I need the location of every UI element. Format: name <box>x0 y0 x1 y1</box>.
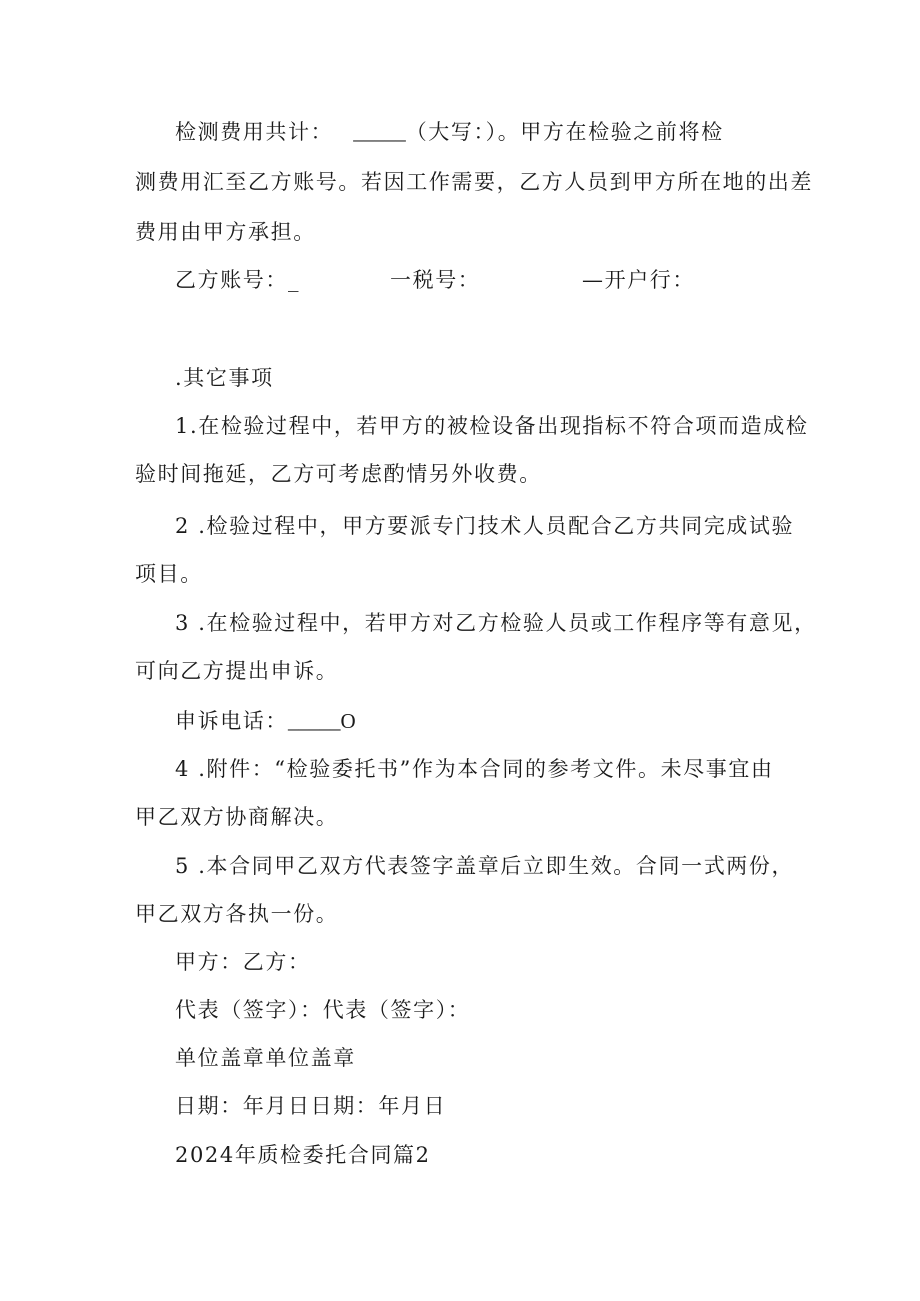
other-matters-heading: .其它事项 <box>175 366 274 390</box>
item-4-line-1: 4 .附件：“检验委托书”作为本合同的参考文件。未尽事宜由 <box>175 757 774 781</box>
item-5-line-1: 5 .本合同甲乙双方代表签字盖章后立即生效。合同一式两份， <box>175 854 795 878</box>
item-2-line-1: 2 .检验过程中，甲方要派专门技术人员配合乙方共同完成试验 <box>175 514 795 538</box>
bank-label: —开户行： <box>582 268 695 292</box>
fee-total-label: 检测费用共计： <box>175 120 334 144</box>
item-3-line-1: 3 .在检验过程中，若甲方对乙方检验人员或工作程序等有意见， <box>175 611 817 635</box>
tax-number-label: 一税号： <box>390 268 481 292</box>
item-1-line-2: 验时间拖延，乙方可考虑酌情另外收费。 <box>135 462 542 486</box>
account-label: 乙方账号：_ <box>175 268 301 292</box>
fee-line-1-rest: （大写：）。甲方在检验之前将检 <box>405 120 724 144</box>
signature-dates: 日期：年月日日期：年月日 <box>175 1094 447 1118</box>
complaint-phone-end: O <box>340 709 356 733</box>
complaint-phone-label: 申诉电话： <box>175 709 288 733</box>
next-section-title: 2024年质检委托合同篇2 <box>175 1143 431 1167</box>
complaint-phone-line <box>175 707 356 735</box>
signature-seals: 单位盖章单位盖章 <box>175 1046 356 1070</box>
fee-amount-blank: _____ <box>353 120 406 144</box>
fee-line-1 <box>175 118 724 146</box>
item-1-line-1: 1.在检验过程中，若甲方的被检设备出现指标不符合项而造成检 <box>175 414 809 438</box>
item-5-line-2: 甲乙双方各执一份。 <box>135 902 339 926</box>
item-2-line-2: 项目。 <box>135 562 203 586</box>
signature-parties: 甲方：乙方： <box>175 950 311 974</box>
fee-line-3: 费用由甲方承担。 <box>135 220 316 244</box>
item-4-line-2: 甲乙双方协商解决。 <box>135 805 339 829</box>
complaint-phone-blank: _____ <box>288 709 341 733</box>
fee-line-2: 测费用汇至乙方账号。若因工作需要，乙方人员到甲方所在地的出差 <box>135 170 813 194</box>
signature-representatives: 代表（签字）：代表（签字）： <box>175 998 471 1022</box>
item-3-line-2: 可向乙方提出申诉。 <box>135 659 339 683</box>
